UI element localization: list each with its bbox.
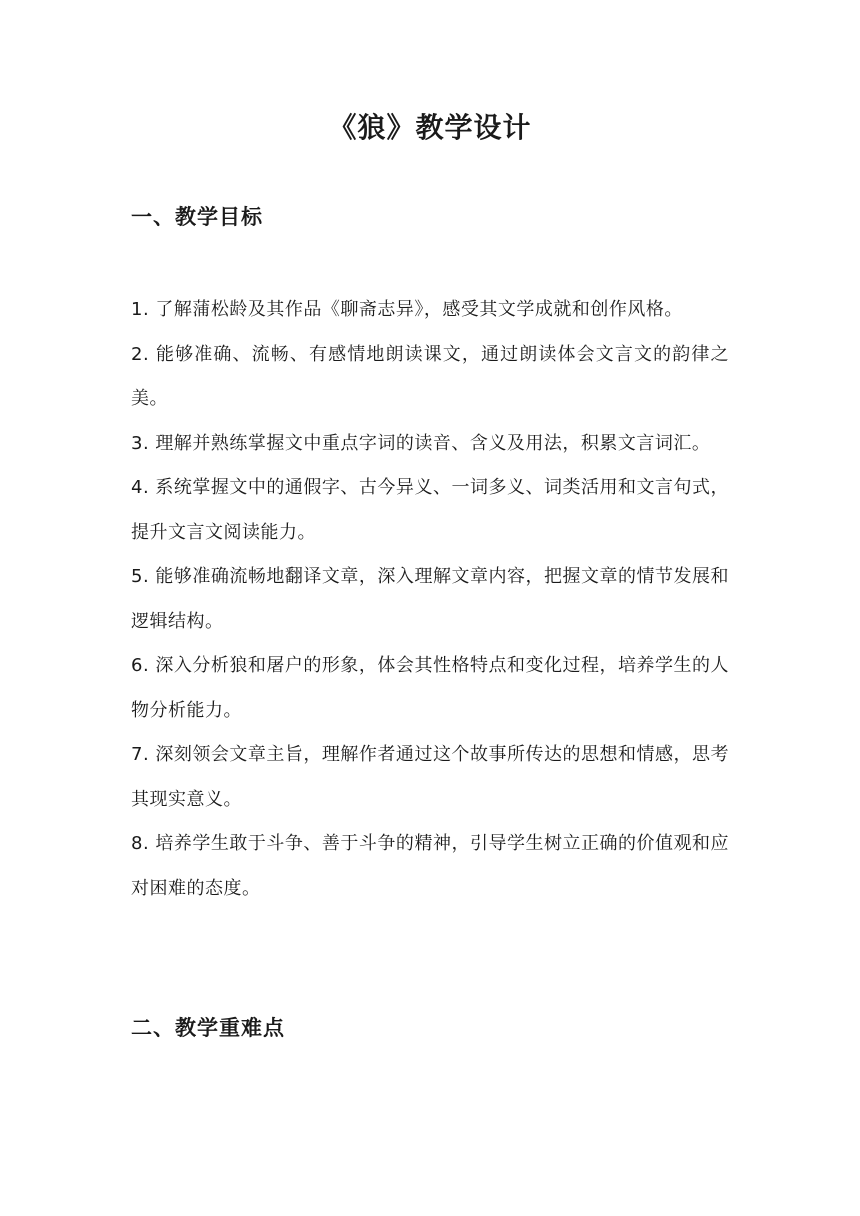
teaching-objectives-list	[131, 288, 729, 911]
objective-item: 8. 培养学生敢于斗争、善于斗争的精神，引导学生树立正确的价值观和应对困难的态度。	[131, 833, 729, 899]
objective-item: 7. 深刻领会文章主旨，理解作者通过这个故事所传达的思想和情感，思考其现实意义。	[131, 744, 729, 810]
section-heading-teaching-objectives: 一、教学目标	[131, 205, 263, 229]
objective-item: 1. 了解蒲松龄及其作品《聊斋志异》，感受其文学成就和创作风格。	[131, 299, 683, 320]
objective-item: 4. 系统掌握文中的通假字、古今异义、一词多义、词类活用和文言句式，提升文言文阅读能力。	[131, 477, 729, 543]
objective-item: 6. 深入分析狼和屠户的形象，体会其性格特点和变化过程，培养学生的人物分析能力。	[131, 655, 729, 721]
section-heading-key-difficult-points: 二、教学重难点	[131, 1016, 285, 1040]
objective-item: 2. 能够准确、流畅、有感情地朗读课文，通过朗读体会文言文的韵律之美。	[131, 343, 729, 409]
objective-item: 3. 理解并熟练掌握文中重点字词的读音、含义及用法，积累文言词汇。	[131, 432, 711, 454]
document-title: 《狼》教学设计	[328, 111, 532, 144]
objective-item: 5. 能够准确流畅地翻译文章，深入理解文章内容，把握文章的情节发展和逻辑结构。	[131, 566, 729, 632]
